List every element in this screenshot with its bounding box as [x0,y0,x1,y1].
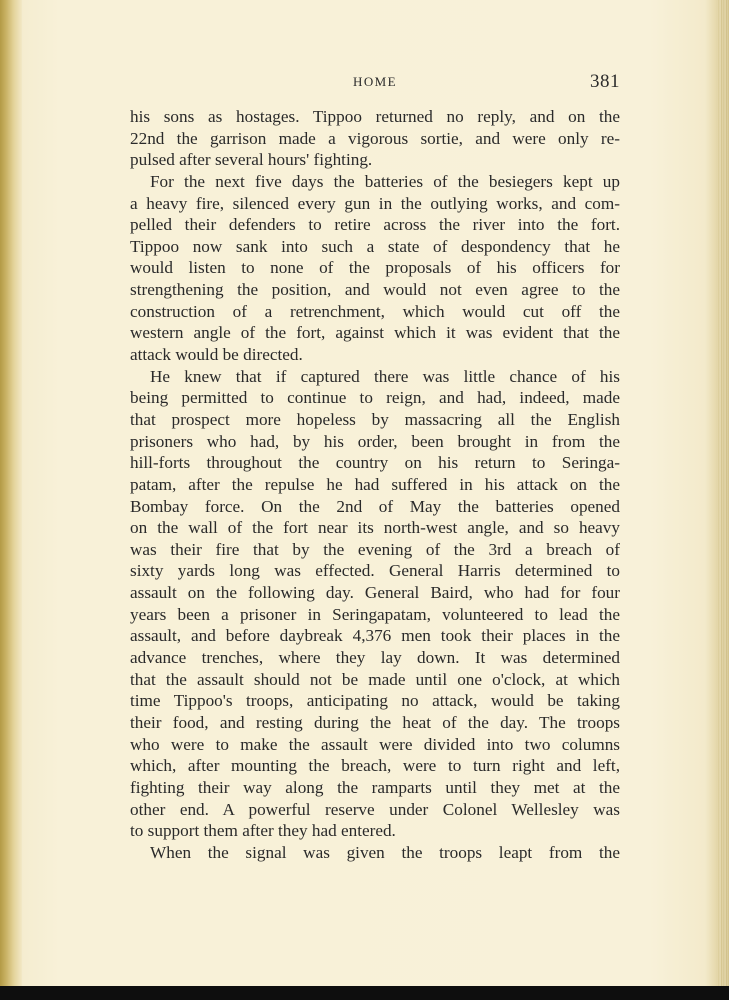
text-line: who were to make the assault were divided into two columns [130,734,620,754]
text-line: attack would be directed. [130,345,303,365]
text-line: would listen to none of the proposals of his officers for [130,258,620,278]
text-line: 22nd the garrison made a vigorous sortie, and were only re- [130,128,620,148]
text-line: was their fire that by the evening of the 3rd a breach of [130,539,620,559]
text-line: being permitted to continue to reign, and had, indeed, made [130,388,620,408]
text-line: that the assault should not be made until one o'clock, at which [130,669,620,689]
text-line: For the next five days the batteries of the besiegers kept up [150,171,620,191]
text-line: strengthening the position, and would not even agree to the [130,280,620,300]
text-line: time Tippoo's troops, anticipating no attack, would be taking [130,691,620,711]
text-line: which, after mounting the breach, were to turn right and left, [130,756,620,776]
text-line: He knew that if captured there was little chance of his [150,366,620,386]
text-line: that prospect more hopeless by massacring all the English [130,409,620,429]
text-line: patam, after the repulse he had suffered in his attack on the [130,474,620,494]
text-line: advance trenches, where they lay down. It was determined [130,648,620,668]
text-line: pulsed after several hours' fighting. [130,150,373,170]
text-line: assault on the following day. General Baird, who had for four [130,583,620,603]
text-line: hill-forts throughout the country on his return to Seringa- [130,453,620,473]
text-line: their food, and resting during the heat of the day. The troops [130,712,620,732]
page-gutter [0,0,22,986]
body-text [130,106,620,863]
text-line: a heavy fire, silenced every gun in the outlying works, and com- [130,193,620,213]
text-line: When the signal was given the troops leapt from the [150,842,620,862]
text-line: assault, and before daybreak 4,376 men took their places in the [130,626,620,646]
text-line: western angle of the fort, against which it was evident that the [130,323,620,343]
text-line: prisoners who had, by his order, been brought in from the [130,431,620,451]
text-line: on the wall of the fort near its north-west angle, and so heavy [130,518,620,538]
text-line: sixty yards long was effected. General Harris determined to [130,561,620,581]
text-line: other end. A powerful reserve under Colonel Wellesley was [130,799,620,819]
page-number: 381 [590,71,620,92]
page-bottom-shadow [0,986,729,1000]
page-header [130,72,620,92]
text-line: Tippoo now sank into such a state of despondency that he [130,236,620,256]
text-line: pelled their defenders to retire across the river into the fort. [130,215,620,235]
text-line: years been a prisoner in Seringapatam, volunteered to lead the [130,604,620,624]
text-line: to support them after they had entered. [130,821,396,841]
text-line: his sons as hostages. Tippoo returned no reply, and on the [130,107,620,126]
text-line: fighting their way along the ramparts until they met at the [130,777,620,797]
running-head: HOME [353,74,397,89]
text-line: construction of a retrenchment, which would cut off the [130,301,620,321]
text-line: Bombay force. On the 2nd of May the batteries opened [130,496,620,516]
page-edge [717,0,729,986]
